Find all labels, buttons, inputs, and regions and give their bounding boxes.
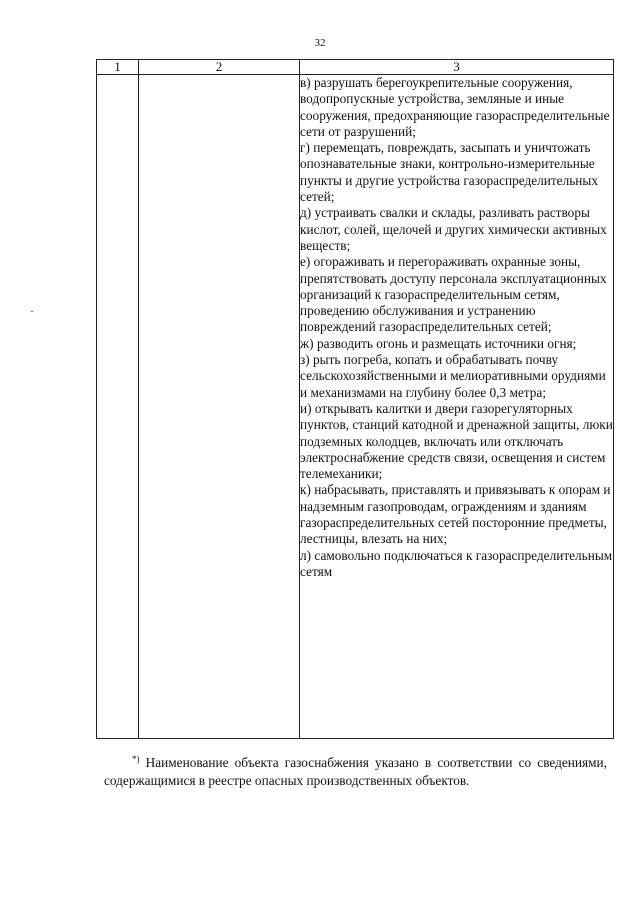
footnote-mark: *) xyxy=(132,753,140,764)
list-item: г) перемещать, повреждать, засыпать и уничтожать опознавательные знаки, контрольно-измерительные пункты и другие устройства газораспределительных сетей; xyxy=(300,140,598,205)
list-item: л) самовольно подключаться к газораспределительным сетям xyxy=(300,547,613,579)
page-number: 32 xyxy=(314,37,326,49)
table-header-row xyxy=(97,60,614,75)
column-header-1: 1 xyxy=(97,60,139,75)
table-cell-col3 xyxy=(300,75,614,739)
table-cell-col1 xyxy=(97,75,139,739)
list-item: д) устраивать свалки и склады, разливать растворы кислот, солей, щелочей и других химически активных веществ; xyxy=(300,205,607,253)
column-header-2: 2 xyxy=(139,60,300,75)
footnote-text: Наименование объекта газоснабжения указано в соответствии со сведениями, содержащимися в реестре опасных производственных объектов. xyxy=(104,755,607,788)
list-item: и) открывать калитки и двери газорегуляторных пунктов, станций катодной и дренажной защиты, люки подземных колодцев, включать или отключать электроснабжение средств связи, освещения и систем телемеханики; xyxy=(300,400,613,482)
list-item: ж) разводить огонь и размещать источники огня; xyxy=(300,335,577,351)
list-item: з) рыть погреба, копать и обрабатывать почву сельскохозяйственными и мелиоративными орудиями и механизмами на глубину более 0,3 метра; xyxy=(300,352,606,400)
margin-mark xyxy=(31,311,33,312)
footnote xyxy=(104,754,607,789)
prohibition-list xyxy=(300,75,613,580)
table-row xyxy=(97,75,614,739)
column-header-3: 3 xyxy=(300,60,614,75)
list-item: е) огораживать и перегораживать охранные зоны, препятствовать доступу персонала эксплуатационных организаций к газораспределительным сетям, проведению обслуживания и устранению повреждений газораспределительных сетей; xyxy=(300,254,607,335)
regulation-table xyxy=(96,59,614,739)
table-cell-col2 xyxy=(139,75,300,739)
list-item: в) разрушать берегоукрепительные сооружения, водопропускные устройства, земляные и иные сооружения, предохраняющие газораспределительные сети от разрушений; xyxy=(300,75,610,139)
list-item: к) набрасывать, приставлять и привязывать к опорам и надземным газопроводам, ограждениям и зданиям газораспределительных сетей посторонние предметы, лестницы, влезать на них; xyxy=(300,482,611,547)
